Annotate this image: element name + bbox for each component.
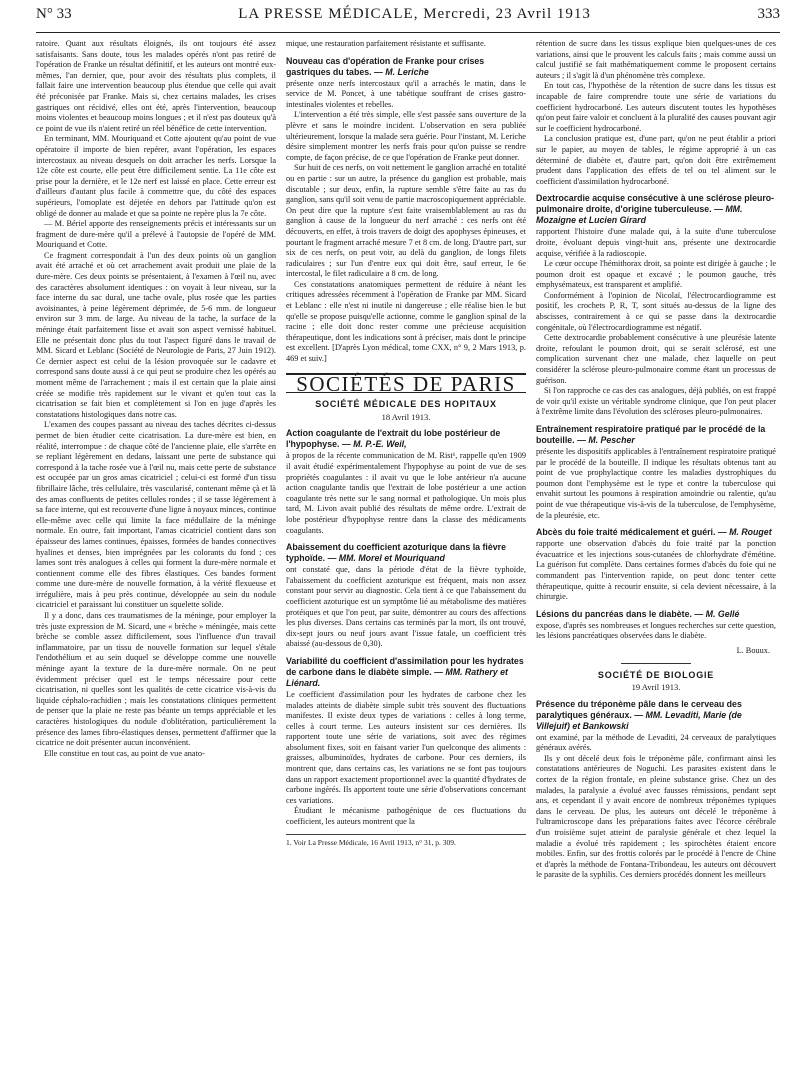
page-number-right: 333 [757,6,780,22]
paragraph: ont examiné, par la méthode de Levaditi, 24 cerveaux de paralytiques généraux avérés. [536,732,776,753]
paragraph: En tout cas, l'hypothèse de la rétention de sucre dans les tissus est incapable de faire comprendre toute une série de variations du coefficient hydrocarboné. Les auteurs discutent toutes les hypothèses qu'on peut faire valoir et concluent à la pluralité des causes pouvant agir sur le coefficient hydrocarboné. [536,81,776,133]
article-heading [286,56,526,78]
article-heading [286,428,526,450]
article-heading [536,609,776,620]
footnote: 1. Voir La Presse Médicale, 16 Avril 1913, n° 31, p. 309. [286,834,526,847]
heading-text: Abaissement du coefficient azoturique dans la fièvre typhoïde. [286,542,506,564]
section-banner [286,373,526,394]
paragraph: ratoire. Quant aux résultats éloignés, ils ont toujours été assez satisfaisants. Sans doute, tous les malades opérés n'ont pas retiré de l'opération de Franke un résultat définitif, et les auteurs ont montré eux-mêmes, l'an dernier, que, pour avoir des résultats plus complets, il fallait faire une intervention beaucoup plus étendue que celle qui avait été préconisée par Franke. Mais si, chez certains malades, les crises gastriques ont récidivé, elles ont été, après l'intervention, beaucoup moins violentes et beaucoup moins longues ; et il n'est pas douteux qu'à ce point de vue ils n'aient retiré un réel bénéfice de cette intervention. [36,39,276,133]
journal-masthead: LA PRESSE MÉDICALE, Mercredi, 23 Avril 1913 [238,6,591,22]
heading-text: Dextrocardie acquise consécutive à une sclérose pleuro-pulmonaire droite, d'origine tuberculeuse. [536,193,775,215]
article-heading [536,424,776,446]
section-title: SOCIÉTÉS DE PARIS [296,371,516,396]
column-2 [286,39,526,1079]
heading-authors: — MM. Morel et Mouriquand [327,553,445,564]
heading-text: Nouveau cas d'opération de Franke pour crises gastriques du tabes. [286,55,485,77]
heading-authors: — M. Leriche [374,66,429,77]
page-number-left: N° 33 [36,6,72,22]
session-date: 19 Avril 1913. [631,682,681,693]
paragraph: rétention de sucre dans les tissus explique bien quelques-unes de ces variations, ainsi que le prouvent les calculs faits ; mais comme aussi un calcul justifié se fait mathématiquement comme le proposent certains auteurs ; il s'agit là d'un phénomène très complexe. [536,39,776,80]
paragraph: Sur huit de ces nerfs, on voit nettement le ganglion arraché en totalité ou en partie : sur un autre, la présence du ganglion est probable, mais discutable ; sur deux, enfin, la rupture semble s'être faite au ras du ganglion, sans qu'il soit venu de partie macroscopiquement appréciable. On peut dire que la rupture s'est faite vraisemblablement au ras du ganglion à cause de la longueur du nerf arraché : ces nerfs ont été découverts, en effet, à trois travers de doigt des apophyses épineuses, et pourtant le fragment arraché mesure 7 et 8 cm. de long. D'autre part, sur six de ces nerfs, on peut voir, au delà du ganglion, de longs filets radiculaires ; sur l'un d'entre eux qui doit être, sauf erreur, le 6e intercostal, le filet radiculaire a 8 cm. de long. [286,163,526,279]
paragraph: Conformément à l'opinion de Nicolaï, l'électrocardiogramme est positif, les crochets P, R, T, sont situés au-dessus de la ligne des abscisses, contrairement à ce qui se passe dans la dextrocardie congénitale, où l'électrocardiogramme est négatif. [536,290,776,332]
column-1 [36,39,276,1079]
article-heading [286,656,526,689]
paragraph: L'intervention a été très simple, elle s'est passée sans ouverture de la plèvre et sans le moindre incident. L'observation en sera publiée ultérieurement, lorsque la malade sera guérie. Pour l'instant, M. Leriche désire simplement montrer les nerfs frais pour qu'on puisse se rendre compte, de façon précise, de ce que l'opération de Franke peut donner. [286,110,526,162]
paragraph: Le coefficient d'assimilation pour les hydrates de carbone chez les malades atteints de diabète simple subit très souvent des fluctuations manifestes. Il existe deux types de variations : celles à long terme, celles à court terme. Les auteurs insistent sur ces dernières. Ils rapportent toute une série de variations, soit avec des régimes absolument fixes, soit en faisant varier l'un quelconque des aliments : graisses, albuminoïdes, hydrates de carbone. Pour ces derniers, ils montrent que, dans certains cas, les variations ne se font pas toujours dans un rapport exactement proportionnel avec la quantité d'hydrates de carbone ingérés. Ils apportent toute une série d'observations concernant ces variations. [286,689,526,805]
text-columns [36,39,780,1079]
society-title: SOCIÉTÉ DE BIOLOGIE [597,669,715,680]
running-header [36,6,780,33]
paragraph: Étudiant le mécanisme pathogénique de ces fluctuations du coefficient, les auteurs montrent que la [286,806,526,827]
paragraph: — M. Bériel apporte des renseignements précis et intéressants sur un fragment de dure-mère qu'il a prélevé à l'autopsie de l'opéré de MM. Mouriquand et Cotte. [36,219,276,250]
paragraph: présente les dispositifs applicables à l'entraînement respiratoire pratiqué par le procédé de la bouteille. Il indique les résultats obtenus tant au point de vue prophylactique contre les maladies dystrophiques du poumon dont l'emphysème est le type et contre la tuberculose qui envahit surtout les poumons à respiration amoindrie ou ralentie, qu'au point de vue thérapeutique vis-à-vis de la tuberculose, de l'emphysème, de la pleurésie, etc. [536,447,776,520]
heading-text: Présence du tréponème pâle dans le cerveau des paralytiques généraux. [536,698,742,720]
article-heading [536,527,776,538]
article-heading [286,542,526,564]
paragraph: Ces constatations anatomiques permettent de réduire à néant les critiques adressées récemment à l'opération de Franke par MM. Sicard et Leblanc : elle n'est ni inutile ni dangereuse ; elle réalise bien le but qu'elle se propose puisqu'elle actionne, comme le ganglion spinal de la racine ; elle doit donc rester comme une précieuse acquisition thérapeutique, dont les indications sont à préciser, mais dont le principe est excellent. [D'après Lyon médical, tome CXX, n° 9, 2 Mars 1913, p. 469 et suiv.] [286,279,526,364]
paragraph: Si l'on rapproche ce cas des cas analogues, déjà publiés, on est frappé de voir qu'il existe un véritable syndrome clinique, que l'on peut placer à l'extrême limite dans l'évolution des scléroses pleuro-pulmonaires. [536,386,776,417]
paragraph: rapporte une observation d'abcès du foie traité par la ponction évacuatrice et les injections sous-cutanées de chlorhydrate d'émétine. La guérison fut complète. Dans certaines formes d'abcès du foie qui ne commandent pas l'intervention rapide, on peut donc tenter cette thérapeutique, quitte à recourir ensuite, si cela devient nécessaire, à la chirurgie. [536,539,776,602]
heading-authors: — MM. Levaditi, Marie (de Villejuif) et Bankowski [536,709,742,731]
paragraph: En terminant, MM. Mouriquand et Cotte ajoutent qu'au point de vue opératoire il importe de bien repérer, avant l'opération, les espaces intercostaux au niveau desquels on doit arracher les nerfs. Lorsque la 12e côte est courte, elle peut être difficilement sentie. La 11e côte est prise pour la dernière, et le 12e nerf est laissé en place. Cette erreur est d'ailleurs d'autant plus facile à commettre que, du côté des espaces supérieurs, l'omoplate est déjetée en dehors par l'attitude qu'on est obligé de donner au malade et que sa pointe ne repère plus la 7e côte. [36,134,276,218]
heading-text: Abcès du foie traité médicalement et guéri. [536,527,716,538]
paragraph: Il y a donc, dans ces traumatismes de la méninge, pour employer la très juste expression de M. Sicard, une « brèche » méningée, mais cette brèche se comble assez difficilement, sous l'influence d'un travail inflammatoire, par un tissu de nouvelle formation sur lequel s'étale l'endothélium et au sein duquel se développe comme une nouvelle méninge ayant la texture de la dure-mère normale. On ne peut évidemment préciser quel est le temps nécessaire pour cette cicatrisation, ni quelles sont les qualités de cette cicatrice vis-à-vis du liquide céphalo-rachidien ; mais les constatations cliniques permettent de penser que la plaie ne reste pas béante un temps appréciable et les caractères histologiques du nodule d'oblitération, particulièrement la présence des lames fibro-élastiques denses, permettent d'affirmer que la cicatrice ne doit présenter aucun inconvénient. [36,611,276,748]
heading-text: Lésions du pancréas dans le diabète. [536,608,692,619]
heading-authors: — M. Rouget [717,527,772,538]
paragraph: Ils y ont décelé deux fois le tréponème pâle, confirmant ainsi les constatations antérieures de Noguchi. Les parasites existent dans le cortex de la région frontale, en pleine substance grise. Chez un des malades, la paralysie a évolué avec fausses rémissions, pendant sept ans, et cependant il y avait encore de nombreux tréponèmes typiques dans le cerveau. De plus, les auteurs ont décelé le tréponème à l'ultramicroscope dans les préparations faites avec l'écorce cérébrale d'un troisième sujet atteint de paralysie générale et chez lequel la maladie a évolué très rapidement ; les spirochètes étaient encore mobiles. Enfin, sur des frottis colorés par le procédé à l'encre de Chine et d'après la méthode de Fontana-Tribondeau, les auteurs ont découvert le parasite de la syphilis. Ces derniers procédés donnent les meilleurs [536,753,776,880]
paragraph: ont constaté que, dans la période d'état de la fièvre typhoïde, l'abaissement du coefficient azoturique est fréquent, mais non assez constant pour servir au diagnostic. Cela tient à ce que l'abaissement du coefficient azoturique est un symptôme lié au métabolisme des matières protéiques et que l'on peut, par suite, démontrer au cours des affections les plus diverses. Dans certains cas terminés par la mort, ils ont trouvé, dix-sept jours ou neuf jours avant l'issue fatale, un coefficient très abaissé (au-dessous de 0,30). [286,565,526,649]
heading-authors: — M. P.-E. Weil, [341,439,407,450]
heading-authors: — MM. Mozaigne et Lucien Girard [536,204,743,226]
paragraph: mique, une restauration parfaitement résistante et suffisante. [286,39,486,48]
paragraph: L'examen des coupes passant au niveau des taches décrites ci-dessus permet de bien étudier cette cicatrisation. La dure-mère est bien, en réalité, interrompue : de chaque côté de l'ancienne plaie, elle s'arrête en se repliant légèrement en dedans, laissant une perte de substance qui correspond à la tache rosée vue à l'œil nu, mais cette perte de substance est occupée par un gros amas cicatriciel ; celui-ci est formé d'un tissu fibrillaire lâche, très cellulaire, très vascularisé, contenant même çà et là des amas confluents de petites cellules rondes ; il se tasse légèrement à sa face interne, qui est recouverte d'une ligne à noyaux minces, continue elle-même avec celle qui limite la face médullaire de la méninge normale. En outre, fait important, l'amas cicatriciel contient dans son épaisseur des lames continues, épaisses, formées de bandes connectives hyalines et denses, bien imprégnées par les colorants du fond ; ces lames sont très analogues à celles qui forment la dure-mère normale et contiennent comme elle des fibres élastiques. Ces bandes forment comme une dure-mère de nouvelle formation, à la vérité flexueuse et irrégulière, mais à peu près continue, développée au sein du nodule cicatriciel et paraissant lui constituer un squelette solide. [36,420,276,610]
article-heading [536,193,776,226]
paragraph: Ce fragment correspondait à l'un des deux points où un ganglion avait été arraché et où cet arrachement avait produit une plaie de la dure-mère. Ces deux points se présentaient, à l'examen à l'œil nu, avec des caractères absolument identiques : on voyait à leur niveau, sur la face interne du sac dural, une tache ovale, plus rosée que les parties avoisinantes, à peine légèrement déprimée, de 5-6 mm. de longueur environ sur 3 mm. de large. Au niveau de la tache, la surface de la méninge était parfaitement lisse et avait son aspect vernissé habituel. Elle ne présentait donc plus du tout l'aspect figuré dans le travail de MM. Sicard et Leblanc (Société de Neurologie de Paris, 27 Juin 1912). Ce dernier aspect est celui de la lésion provoquée sur le cadavre et correspond sans doute aussi à ce qui peut se produire chez les opérés au moment même de l'arrachement ; mais il est certain que la plaie ainsi créée se modifie très rapidement sur le vivant et qu'en tout cas la cicatrisation se fait bien et complètement si l'on en juge d'après les constatations histologiques dans notre cas. [36,250,276,419]
issue-date: Mercredi, 23 Avril 1913 [423,6,591,22]
heading-text: Variabilité du coefficient d'assimilation pour les hydrates de carbone dans le diabète simple. [286,655,524,677]
heading-text: Action coagulante de l'extrait du lobe postérieur de l'hypophyse. [286,428,501,450]
paragraph: à propos de la récente communication de M. Rist¹, rappelle qu'en 1909 il avait étudié expérimentalement l'hypophyse au point de vue de ses propriétés coagulantes : il avait vu que le lobe antérieur n'a aucune action coagulante tandis que l'extrait de lobe postérieur a une action coagulante très nette sur le sang normal et pathologique. Un mois plus tard, M. Livon avait publié des résultats de même ordre. L'extrait de lobe postérieur d'hypophyse rentre dans la classe des médicaments coagulants. [286,451,526,535]
journal-title: LA PRESSE MÉDICALE [238,6,414,22]
heading-authors: — M. Pescher [577,435,635,445]
column-3 [536,39,776,1079]
paragraph: rapportent l'histoire d'une malade qui, à la suite d'une tuberculose droite, évoluant depuis vingt-huit ans, présente une dextrocardie acquise, vérifiée à la radioscopie. [536,227,776,258]
paragraph: Le cœur occupe l'hémithorax droit, sa pointe est dirigée à gauche ; le poumon droit est opaque et excavé ; le poumon gauche, très emphysémateux, est transparent et amplifié. [536,259,776,290]
paragraph: expose, d'après ses nombreuses et longues recherches sur cette question, les lésions pancréatiques observées dans le diabète. [536,620,776,641]
society-title: SOCIÉTÉ MÉDICALE DES HOPITAUX [315,399,497,410]
paragraph: présente onze nerfs intercostaux qu'il a arrachés le matin, dans le service de M. Poncet, à une tabétique souffrant de crises gastro-intestinales violentes et rebelles. [286,78,526,109]
paragraph: Cette dextrocardie probablement consécutive à une pleurésie latente droite, refoulant le poumon droit, qui se serait sclérosé, est une complication survenant chez une malade, chez laquelle on peut considérer la sclérose pleuro-pulmonaire comme étant un processus de guérison. [536,333,776,385]
article-heading [536,699,776,732]
author-signature: L. Bouux. [736,645,770,655]
heading-text: Entraînement respiratoire pratiqué par le procédé de la bouteille. [536,424,766,445]
paragraph: La conclusion pratique est, d'une part, qu'on ne peut établir a priori sur le papier, au moyen de tables, le régime approprié à un cas déterminé de diabète et, d'autre part, qu'on doit être extrêmement prudent dans l'application des effets de tel ou tel aliment sur le coefficient d'assimilation hydrocarboné. [536,134,776,186]
heading-authors: — M. Gellé [694,608,740,619]
paragraph: Elle constitue en tout cas, au point de vue anato- [44,748,205,758]
divider [621,663,691,664]
heading-authors: — MM. Rathery et Liénard. [286,666,508,688]
session-date: 18 Avril 1913. [381,411,431,422]
